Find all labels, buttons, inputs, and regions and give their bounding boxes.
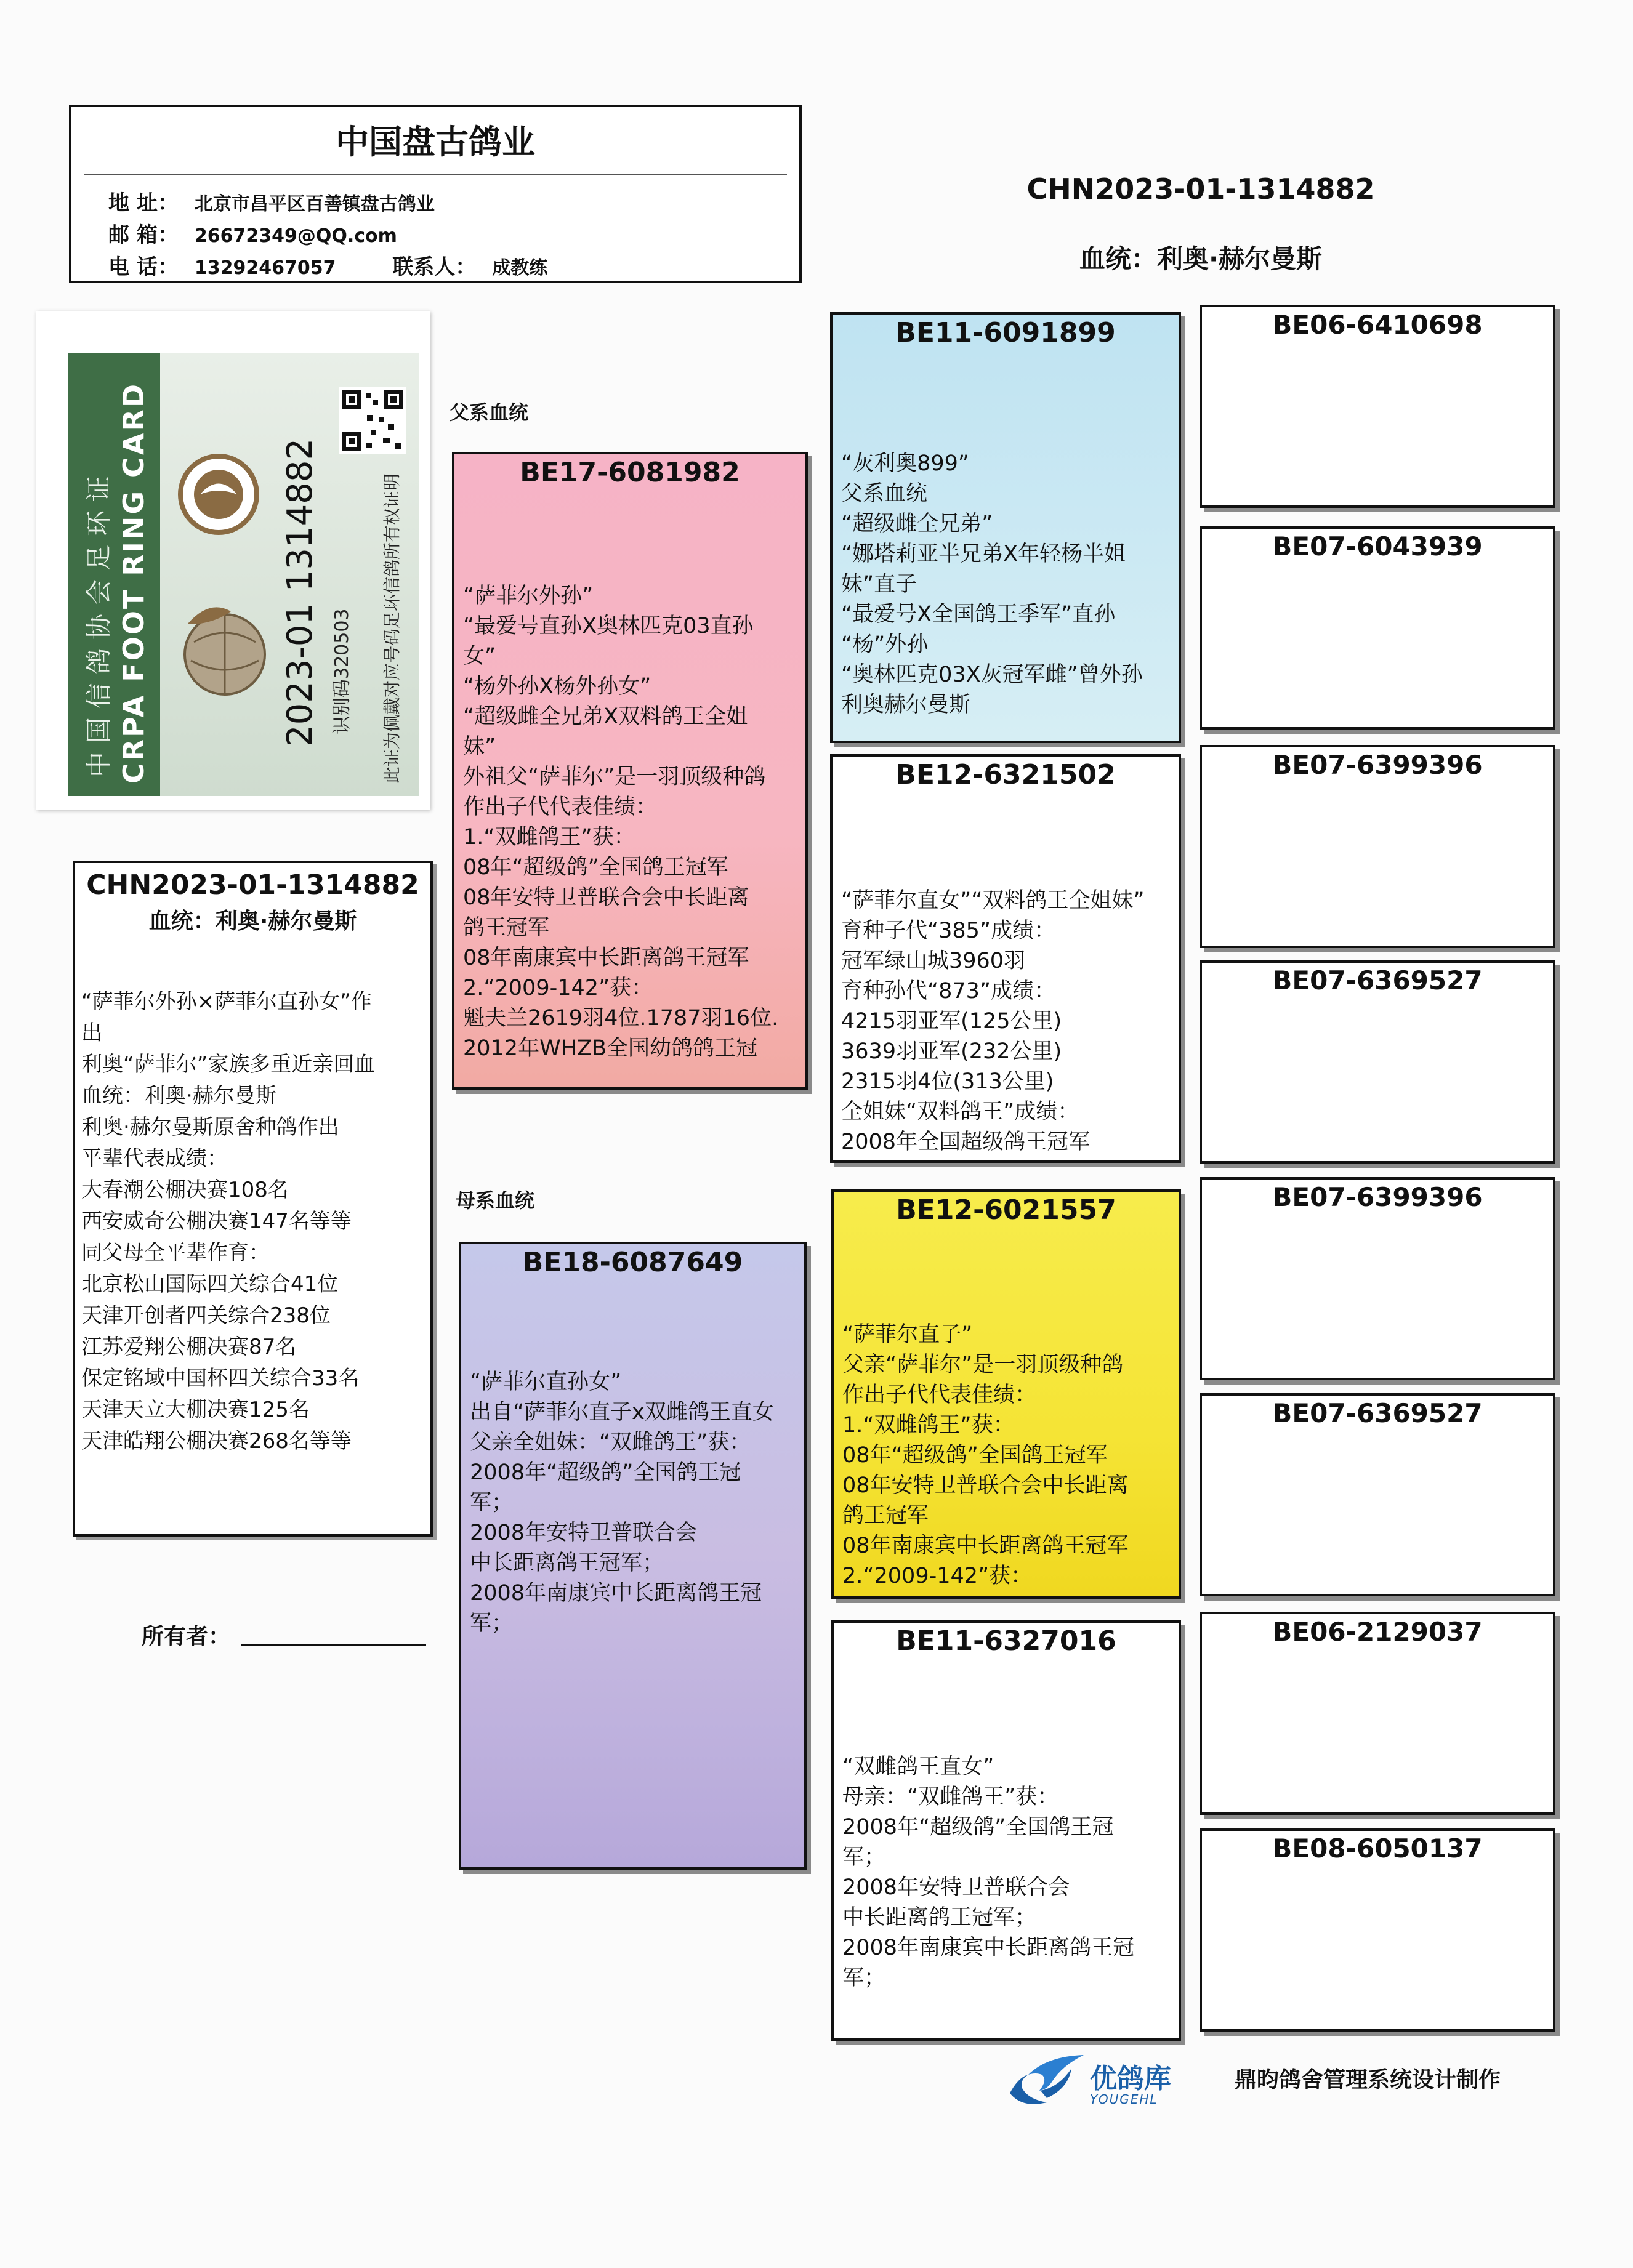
- text-line: 血统：利奥·赫尔曼斯: [81, 1084, 276, 1108]
- great-grandparent-ring: BE06-6410698: [1272, 310, 1483, 340]
- pigeon-strain: 血统：利奥·赫尔曼斯: [1079, 244, 1322, 274]
- text-line: “杨”外孙: [841, 632, 929, 657]
- paternal-grandsire-ring: BE11-6091899: [895, 317, 1116, 348]
- text-line: 父亲“萨菲尔”是一羽顶级种鸽: [842, 1353, 1124, 1377]
- ring-card: [68, 353, 419, 796]
- text-line: 出: [81, 1021, 102, 1045]
- great-grandparent-ring: BE07-6043939: [1272, 531, 1483, 561]
- text-line: 天津开创者四关综合238位: [81, 1303, 331, 1328]
- card-id-code: 识别码320503: [331, 608, 353, 734]
- text-line: 4215羽亚军(125公里): [841, 1009, 1062, 1034]
- mother-line-label: 母系血统: [456, 1189, 535, 1212]
- paternal-granddam-box: [830, 754, 1181, 1163]
- text-line: “萨菲尔直女”“双料鸽王全姐妹”: [841, 888, 1145, 913]
- text-line: 军；: [470, 1490, 514, 1515]
- ring-card-photo: [36, 311, 430, 810]
- text-line: 2008年南康宾中长距离鸽王冠: [842, 1936, 1135, 1960]
- text-line: 2012年WHZB全国幼鸽鸽王冠: [463, 1036, 757, 1061]
- text-line: 1.“双雌鸽王”获：: [463, 825, 635, 850]
- great-grandparent-ring: BE07-6369527: [1272, 965, 1483, 995]
- subject-ring-number: CHN2023-01-1314882: [86, 869, 419, 901]
- phone-value: 13292467057: [194, 257, 336, 279]
- great-grandparent-ring: BE08-6050137: [1272, 1833, 1483, 1864]
- footer-credit: 鼎昀鸽舍管理系统设计制作: [1235, 2067, 1501, 2093]
- owner-label: 所有者：: [142, 1624, 231, 1649]
- text-line: 外祖父“萨菲尔”是一羽顶级种鸽: [463, 765, 766, 789]
- text-line: 利奥“萨菲尔”家族多重近亲回血: [81, 1052, 376, 1077]
- text-line: 2008年全国超级鸽王冠军: [841, 1130, 1091, 1154]
- father-line-label: 父系血统: [450, 401, 529, 424]
- text-line: 利奥赫尔曼斯: [841, 693, 971, 717]
- qr-code-icon: [339, 387, 406, 454]
- text-line: “萨菲尔直子”: [842, 1322, 973, 1347]
- text-line: 女”: [463, 644, 496, 669]
- paternal-grandsire-box: [830, 312, 1181, 743]
- text-line: “奥林匹克03X灰冠军雌”曾外孙: [841, 662, 1143, 687]
- text-line: 军；: [842, 1845, 886, 1870]
- text-line: 江苏爱翔公棚决赛87名: [81, 1335, 297, 1359]
- text-line: 军；: [842, 1966, 886, 1990]
- great-grandparent-box: [1200, 1612, 1555, 1815]
- email-row: [108, 218, 397, 248]
- email-label: 邮 箱：: [108, 223, 179, 247]
- text-line: “萨菲尔外孙×萨菲尔直孙女”作: [81, 989, 372, 1014]
- text-line: 西安威奇公棚决赛147名等等: [81, 1209, 352, 1234]
- text-line: 2008年南康宾中长距离鸽王冠: [470, 1581, 762, 1606]
- header-box: [69, 105, 802, 283]
- sire-ring-number: BE17-6081982: [520, 457, 740, 488]
- text-line: “杨外孙X杨外孙女”: [463, 674, 651, 699]
- paternal-grandsire-description: [841, 449, 1174, 720]
- text-line: 2008年“超级鸽”全国鸽王冠: [842, 1815, 1114, 1840]
- phone-label: 电 话：: [108, 255, 179, 279]
- text-line: 中长距离鸽王冠军；: [842, 1905, 1037, 1930]
- text-line: 作出子代代表佳绩：: [463, 795, 658, 819]
- text-line: 08年安特卫普联合会中长距离: [842, 1473, 1129, 1498]
- maternal-granddam-ring: BE11-6327016: [896, 1625, 1116, 1657]
- text-line: “娜塔莉亚半兄弟X年轻杨半姐: [841, 542, 1126, 566]
- owner-signature-line: [241, 1644, 426, 1646]
- dam-ring-number: BE18-6087649: [522, 1247, 743, 1278]
- paternal-granddam-ring: BE12-6321502: [895, 759, 1116, 790]
- maternal-grandsire-ring: BE12-6021557: [896, 1194, 1116, 1226]
- maternal-granddam-box: [831, 1620, 1181, 2041]
- card-association: 中国信鸽协会足环证: [84, 467, 114, 778]
- text-line: “萨菲尔直孙女”: [470, 1370, 622, 1394]
- sire-box: [452, 452, 808, 1090]
- maternal-grandsire-box: [831, 1189, 1181, 1599]
- text-line: 2315羽4位(313公里): [841, 1069, 1054, 1094]
- text-line: 中长距离鸽王冠军；: [470, 1551, 664, 1575]
- text-line: 父亲全姐妹：“双雌鸽王”获：: [470, 1430, 751, 1455]
- text-line: 08年“超级鸽”全国鸽王冠军: [842, 1443, 1108, 1468]
- great-grandparent-box: [1200, 745, 1555, 948]
- text-line: 作出子代代表佳绩：: [842, 1383, 1037, 1407]
- text-line: 大春潮公棚决赛108名: [81, 1178, 289, 1202]
- maternal-grandsire-description: [842, 1320, 1174, 1591]
- sire-description: [463, 581, 800, 1064]
- text-line: 08年南康宾中长距离鸽王冠军: [842, 1534, 1129, 1558]
- great-grandparent-box: [1200, 1393, 1555, 1596]
- text-line: 父系血统: [841, 481, 928, 506]
- subject-description: [81, 986, 427, 1457]
- text-line: 育种孙代“873”成绩：: [841, 979, 1056, 1003]
- logo-name: 优鸽库: [1090, 2063, 1171, 2094]
- text-line: “超级雌全兄弟”: [841, 512, 993, 536]
- text-line: 08年“超级鸽”全国鸽王冠军: [463, 855, 728, 880]
- great-grandparent-ring: BE06-2129037: [1272, 1617, 1483, 1647]
- address-row: [108, 186, 435, 216]
- text-line: “超级雌全兄弟X双料鸽王全姐: [463, 704, 748, 729]
- paternal-granddam-description: [841, 886, 1174, 1157]
- address-value: 北京市昌平区百善镇盘古鸽业: [194, 193, 435, 215]
- dam-description: [470, 1367, 799, 1639]
- text-line: 北京松山国际四关综合41位: [81, 1272, 339, 1297]
- great-grandparent-box: [1200, 1177, 1555, 1380]
- text-line: 08年南康宾中长距离鸽王冠军: [463, 946, 749, 970]
- text-line: “最爱号X全国鸽王季军”直孙: [841, 602, 1116, 627]
- text-line: 鸽王冠军: [842, 1503, 929, 1528]
- dam-box: [459, 1242, 807, 1870]
- card-ring-number: 2023-01 1314882: [280, 438, 320, 747]
- text-line: 利奥·赫尔曼斯原舍种鸽作出: [81, 1115, 339, 1140]
- text-line: 08年安特卫普联合会中长距离: [463, 885, 749, 910]
- contact-value: 成教练: [492, 257, 548, 279]
- text-line: 出自“萨菲尔直子x双雌鸽王直女: [470, 1400, 774, 1425]
- text-line: 保定铭域中国杯四关综合33名: [81, 1366, 360, 1391]
- phone-row: [108, 250, 547, 280]
- text-line: 2.“2009-142”获：: [463, 976, 653, 1000]
- text-line: 2.“2009-142”获：: [842, 1564, 1033, 1588]
- great-grandparent-ring: BE07-6399396: [1272, 750, 1483, 780]
- text-line: 育种子代“385”成绩：: [841, 919, 1056, 943]
- card-title: CRPA FOOT RING CARD: [117, 382, 150, 784]
- pigeon-globe-icon: [175, 587, 268, 716]
- card-ownership-note: 此证为佩戴对应号码足环信鸽所有权证明: [382, 473, 402, 784]
- text-line: 平辈代表成绩：: [81, 1146, 228, 1171]
- logo-subtitle: YOUGEHL: [1090, 2092, 1158, 2107]
- text-line: “灰利奥899”: [841, 451, 970, 476]
- text-line: 天津皓翔公棚决赛268名等等: [81, 1429, 352, 1454]
- subject-info-box: [73, 861, 433, 1537]
- contact-label: 联系人：: [392, 255, 477, 279]
- text-line: 妹”: [463, 734, 496, 759]
- text-line: 同父母全平辈作育：: [81, 1241, 270, 1265]
- text-line: 冠军绿山城3960羽: [841, 949, 1026, 973]
- header-divider: [84, 174, 787, 175]
- text-line: 全姐妹“双料鸽王”成绩：: [841, 1100, 1079, 1124]
- text-line: “最爱号直孙X奥林匹克03直孙: [463, 614, 754, 638]
- crpa-logo-icon: [175, 451, 262, 537]
- text-line: 天津天立大棚决赛125名: [81, 1397, 310, 1422]
- great-grandparent-box: [1200, 526, 1555, 730]
- text-line: 母亲：“双雌鸽王”获：: [842, 1785, 1059, 1809]
- great-grandparent-ring: BE07-6399396: [1272, 1182, 1483, 1212]
- text-line: 2008年安特卫普联合会: [470, 1521, 698, 1545]
- text-line: 魁夫兰2619羽4位.1787羽16位.: [463, 1006, 779, 1031]
- pigeon-ring-number: CHN2023-01-1314882: [1026, 172, 1375, 206]
- text-line: 1.“双雌鸽王”获：: [842, 1413, 1015, 1438]
- great-grandparent-box: [1200, 305, 1555, 508]
- subject-strain: 血统：利奥·赫尔曼斯: [148, 909, 357, 934]
- great-grandparent-box: [1200, 960, 1555, 1164]
- text-line: 2008年“超级鸽”全国鸽王冠: [470, 1460, 741, 1485]
- address-label: 地 址：: [108, 191, 179, 215]
- text-line: 妹”直子: [841, 572, 917, 597]
- text-line: “萨菲尔外孙”: [463, 584, 594, 608]
- yougeku-logo-icon: [1004, 2050, 1090, 2112]
- text-line: 2008年安特卫普联合会: [842, 1875, 1070, 1900]
- text-line: “双雌鸽王直女”: [842, 1755, 994, 1779]
- text-line: 3639羽亚军(232公里): [841, 1039, 1062, 1064]
- email-value: 26672349@QQ.com: [194, 225, 397, 247]
- text-line: 鸽王冠军: [463, 915, 550, 940]
- maternal-granddam-description: [842, 1752, 1174, 1993]
- great-grandparent-box: [1200, 1828, 1555, 2032]
- great-grandparent-ring: BE07-6369527: [1272, 1398, 1483, 1428]
- text-line: 军；: [470, 1611, 514, 1636]
- company-name: 中国盘古鸽业: [336, 123, 535, 161]
